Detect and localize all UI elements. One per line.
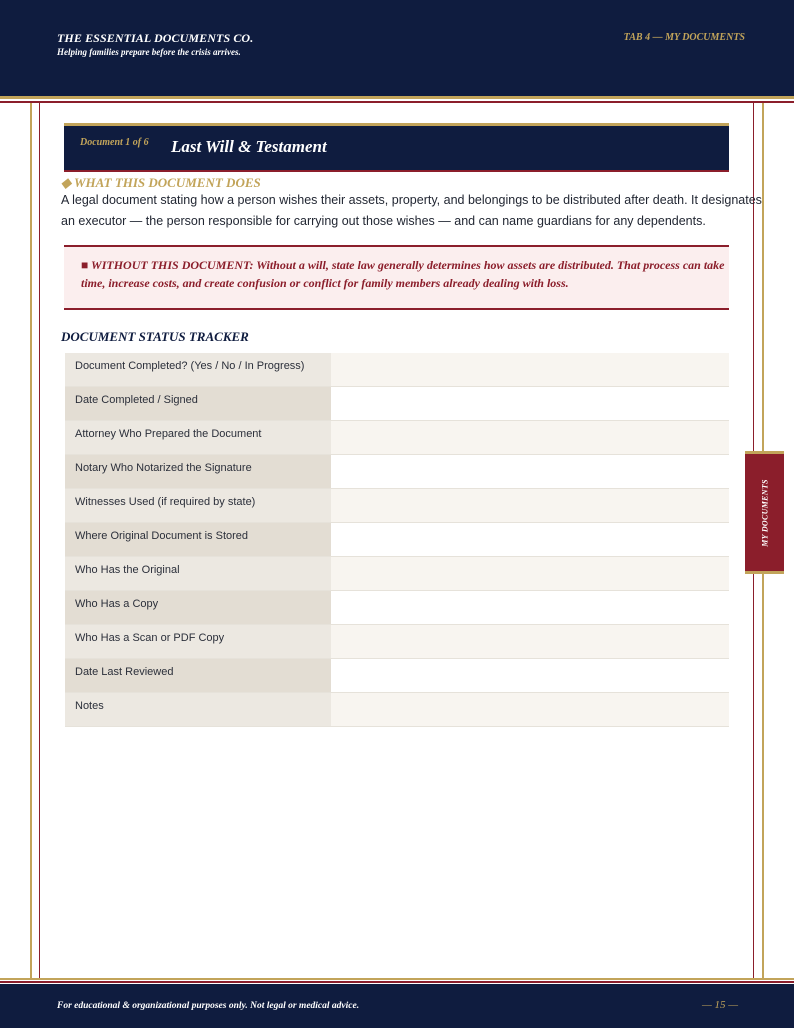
tracker-row-value-field[interactable] [331, 659, 729, 692]
tracker-row-label: Notes [65, 693, 331, 726]
tracker-row-label: Who Has a Copy [65, 591, 331, 624]
table-row [65, 693, 729, 727]
footer-divider-gold [0, 978, 794, 980]
tracker-row-value-field[interactable] [331, 455, 729, 488]
tracker-row-label: Witnesses Used (if required by state) [65, 489, 331, 522]
brand-name: THE ESSENTIAL DOCUMENTS CO. [57, 31, 254, 45]
tracker-row-value-field[interactable] [331, 421, 729, 454]
what-it-does-heading-text: WHAT THIS DOCUMENT DOES [74, 175, 261, 190]
tracker-row-value-field[interactable] [331, 557, 729, 590]
document-title-bar [64, 123, 729, 172]
tracker-row-value-field[interactable] [331, 591, 729, 624]
left-frame-line-gold [30, 103, 32, 979]
document-count: Document 1 of 6 [80, 137, 149, 148]
table-row [65, 591, 729, 625]
warning-text-body: WITHOUT THIS DOCUMENT: Without a will, state law generally determines how assets are distributed. That process can take time, increase costs, and create confusion or conflict for family members already dealing with loss. [81, 258, 725, 290]
tracker-row-label: Date Last Reviewed [65, 659, 331, 692]
tracker-row-value-field[interactable] [331, 693, 729, 726]
table-row [65, 421, 729, 455]
tracker-row-value-field[interactable] [331, 625, 729, 658]
tracker-row-label: Who Has the Original [65, 557, 331, 590]
page-header [0, 0, 794, 96]
tracker-row-label: Where Original Document is Stored [65, 523, 331, 556]
section-side-tab[interactable] [745, 451, 784, 574]
tracker-row-value-field[interactable] [331, 387, 729, 420]
square-bullet-icon: ■ [81, 258, 92, 272]
tab-label: TAB 4 — MY DOCUMENTS [623, 32, 745, 43]
what-it-does-heading [61, 175, 261, 191]
tracker-row-label: Who Has a Scan or PDF Copy [65, 625, 331, 658]
tracker-title: DOCUMENT STATUS TRACKER [61, 329, 249, 344]
tracker-row-label: Notary Who Notarized the Signature [65, 455, 331, 488]
table-row [65, 659, 729, 693]
tracker-row-label: Date Completed / Signed [65, 387, 331, 420]
warning-box [64, 245, 729, 310]
tracker-row-value-field[interactable] [331, 489, 729, 522]
table-row [65, 455, 729, 489]
footer-divider-red [0, 981, 794, 983]
warning-text [81, 256, 726, 292]
table-row [65, 353, 729, 387]
page-footer [0, 984, 794, 1028]
document-description: A legal document stating how a person wishes their assets, property, and belongings to be distributed after death. It designates an executor — the person responsible for carrying out those wishes — and can name guardians for any dependents. [61, 193, 762, 228]
page-number: — 15 — [701, 999, 738, 1011]
table-row [65, 387, 729, 421]
tracker-row-label: Document Completed? (Yes / No / In Progress) [65, 353, 331, 386]
tracker-row-value-field[interactable] [331, 353, 729, 386]
brand-tagline: Helping families prepare before the crisis arrives. [57, 47, 241, 57]
document-title: Last Will & Testament [171, 137, 327, 156]
header-divider-gold [0, 96, 794, 99]
side-tab-label: MY DOCUMENTS [760, 478, 769, 547]
table-row [65, 557, 729, 591]
table-row [65, 523, 729, 557]
tracker-row-label: Attorney Who Prepared the Document [65, 421, 331, 454]
tracker-row-value-field[interactable] [331, 523, 729, 556]
diamond-icon: ◆ [61, 175, 71, 190]
table-row [65, 489, 729, 523]
left-frame-line-red [39, 103, 40, 979]
status-tracker-table [65, 353, 729, 727]
table-row [65, 625, 729, 659]
header-divider-red [0, 101, 794, 103]
footer-disclaimer: For educational & organizational purposes only. Not legal or medical advice. [57, 1001, 360, 1011]
